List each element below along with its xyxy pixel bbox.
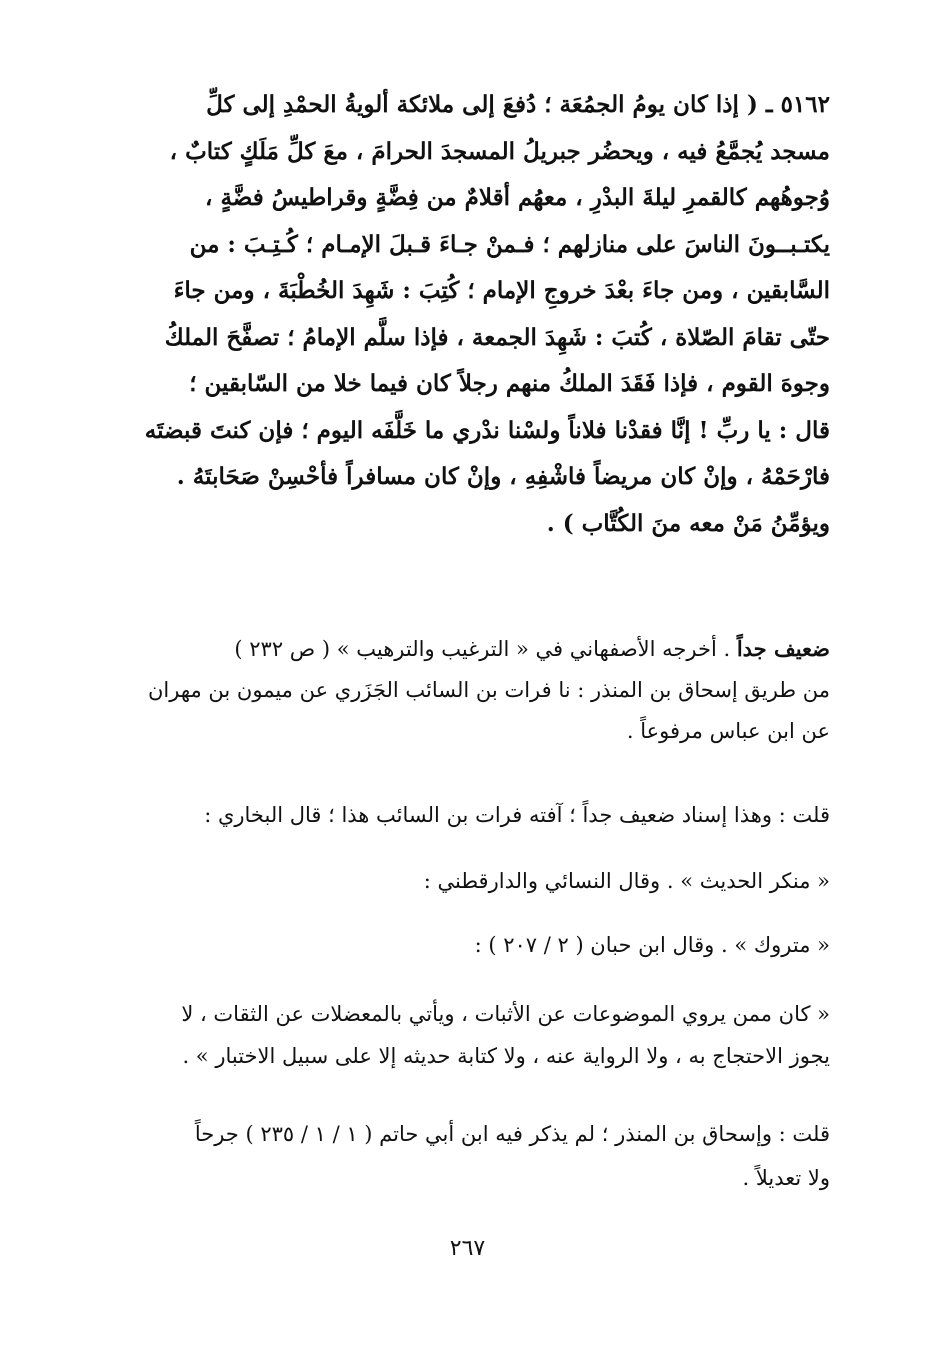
takhrij-source: . أخرجه الأصفهاني في « الترغيب والترهيب » ( ص ٢٣٢ ) xyxy=(234,637,737,661)
takhrij-line-3: عن ابن عباس مرفوعاً . xyxy=(626,719,830,743)
quote-line: « كان ممن يروي الموضوعات عن الأثبات ، ويأتي بالمعضلات عن الثقات ، لا xyxy=(181,1002,830,1026)
hadith-line: ٥١٦٢ ـ ( إذا كان يومُ الجمُعَة ؛ دُفعَ إلى ملائكة ألويةُ الحمْدِ إلى كلِّ xyxy=(206,91,830,118)
commentary-line: ولا تعديلاً . xyxy=(742,1166,830,1190)
takhrij-paragraph xyxy=(115,628,830,752)
commentary-matruk xyxy=(115,923,830,967)
hadith-line: حتّى تقامَ الصّلاة ، كُتبَ : شَهِدَ الجمعة ، فإذا سلَّم الإمامُ ؛ تصفَّحَ الملكُ xyxy=(164,323,830,351)
hadith-line: وُجوهُهم كالقمرِ ليلةَ البدْرِ ، معهُم أقلامٌ من فِضَّةٍ وقراطيسُ فضَّةٍ ، xyxy=(205,184,830,211)
takhrij-line-2: من طريق إسحاق بن المنذر : نا فرات بن السائب الجَزَري عن ميمون بن مهران xyxy=(147,678,830,702)
commentary-ishaq xyxy=(115,1112,830,1200)
ibn-hibban-quote xyxy=(115,993,830,1077)
hadith-line: وجوهَ القوم ، فإذا فَقَدَ الملكُ منهم رجلاً كان فيما خلا من السّابقين ؛ xyxy=(189,370,830,397)
hadith-line: السَّابقين ، ومن جاءَ بعْدَ خروجِ الإمام ؛ كُتِبَ : شَهِدَ الخُطْبَةَ ، ومن جاءَ xyxy=(173,277,830,304)
hadith-line: فارْحَمْهُ ، وإنْ كان مريضاً فاشْفِهِ ، وإنْ كان مسافراً فأحْسِنْ صَحَابتَهُ . xyxy=(176,463,830,490)
commentary-munkar xyxy=(115,859,830,903)
hadith-grade: ضعيف جداً xyxy=(736,636,830,661)
page-number: ٢٦٧ xyxy=(449,1236,486,1261)
commentary-line: « متروك » . وقال ابن حبان ( ٢ / ٢٠٧ ) : xyxy=(474,933,830,957)
hadith-line: يكتـبــونَ الناسَ على منازلهم ؛ فـمنْ جـاءَ قـبلَ الإمـام ؛ كُـتِـبَ : من xyxy=(189,230,830,258)
hadith-line: ويؤمِّنُ مَنْ معه منَ الكُتَّاب ) . xyxy=(546,509,830,537)
commentary-line: « منكر الحديث » . وقال النسائي والدارقطني : xyxy=(423,869,830,893)
hadith-line: مسجد يُجمَّعُ فيه ، ويحضُر جبريلُ المسجدَ الحرامَ ، معَ كلِّ مَلَكٍ كتابٌ ، xyxy=(169,137,830,165)
commentary-isnad xyxy=(115,793,830,837)
hadith-text xyxy=(115,82,830,547)
commentary-line: قلت : وإسحاق بن المنذر ؛ لم يذكر فيه ابن أبي حاتم ( ١ / ١ / ٢٣٥ ) جرحاً xyxy=(194,1122,830,1146)
hadith-line: قال : يا ربِّ ! إنَّا فقدْنا فلاناً ولسْنا ندْري ما خَلَّفَه اليوم ؛ فإن كنتَ قبضتَه xyxy=(144,416,830,444)
commentary-line: قلت : وهذا إسناد ضعيف جداً ؛ آفته فرات بن السائب هذا ؛ قال البخاري : xyxy=(204,803,830,827)
takhrij-line-1 xyxy=(115,628,830,670)
quote-line: يجوز الاحتجاج به ، ولا الرواية عنه ، ولا كتابة حديثه إلا على سبيل الاختبار » . xyxy=(182,1044,830,1068)
